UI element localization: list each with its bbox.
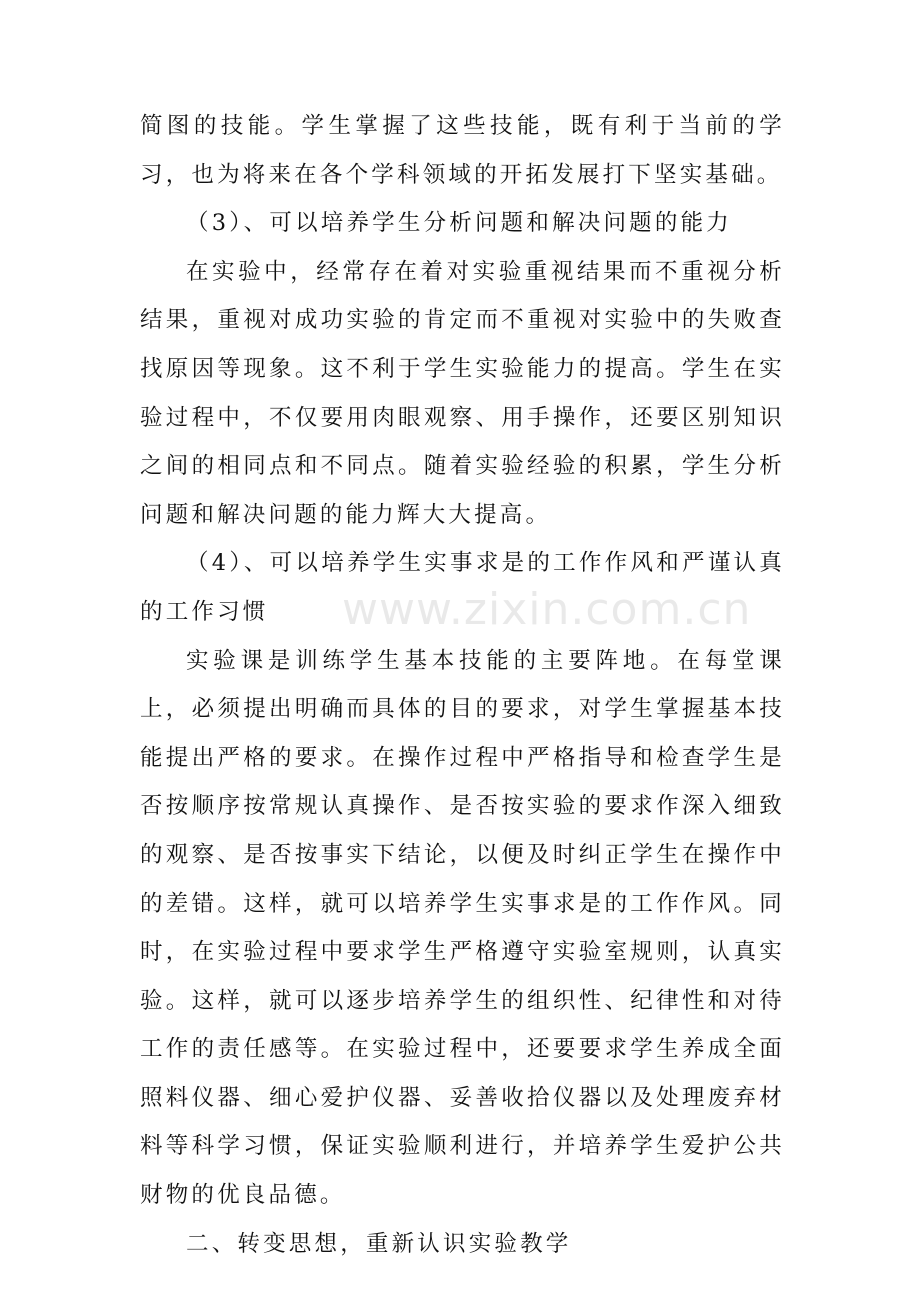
- heading-section-two: 二、转变思想，重新认识实验教学: [186, 1230, 572, 1257]
- heading-analysis-ability: （3）、可以培养学生分析问题和解决问题的能力: [186, 210, 732, 237]
- watermark-text: www.zixin.com.cn: [342, 584, 752, 635]
- paragraph-work-style: 实验课是训练学生基本技能的主要阵地。在每堂课上，必须提出明确而具体的目的要求，对学生掌握基本技能提出严格的要求。在操作过程中严格指导和检查学生是否按顺序按常规认真操作、是否按实验的要求作深入细致的观察、是否按事实下结论，以便及时纠正学生在操作中的差错。这样，就可以培养学生实事求是的工作作风。同时，在实验过程中要求学生严格遵守实验室规则，认真实验。这样，就可以逐步培养学生的组织性、纪律性和对待工作的责任感等。在实验过程中，还要要求学生养成全面照料仪器、细心爱护仪器、妥善收拾仪器以及处理废弃材料等科学习惯，保证实验顺利进行，并培养学生爱护公共财物的优良品德。: [140, 647, 785, 1209]
- heading-work-style: （4）、可以培养学生实事求是的工作作风和严谨认真的工作习惯: [140, 550, 785, 625]
- paragraph-analysis-ability: 在实验中，经常存在着对实验重视结果而不重视分析结果，重视对成功实验的肯定而不重视对实验中的失败查找原因等现象。这不利于学生实验能力的提高。学生在实验过程中，不仅要用肉眼观察、用手操作，还要区别知识之间的相同点和不同点。随着实验经验的积累，学生分析问题和解决问题的能力辉大大提高。: [140, 258, 785, 528]
- document-body: [140, 102, 785, 1268]
- paragraph-skills-continued: 简图的技能。学生掌握了这些技能，既有利于当前的学习，也为将来在各个学科领域的开拓发展打下坚实基础。: [140, 113, 785, 188]
